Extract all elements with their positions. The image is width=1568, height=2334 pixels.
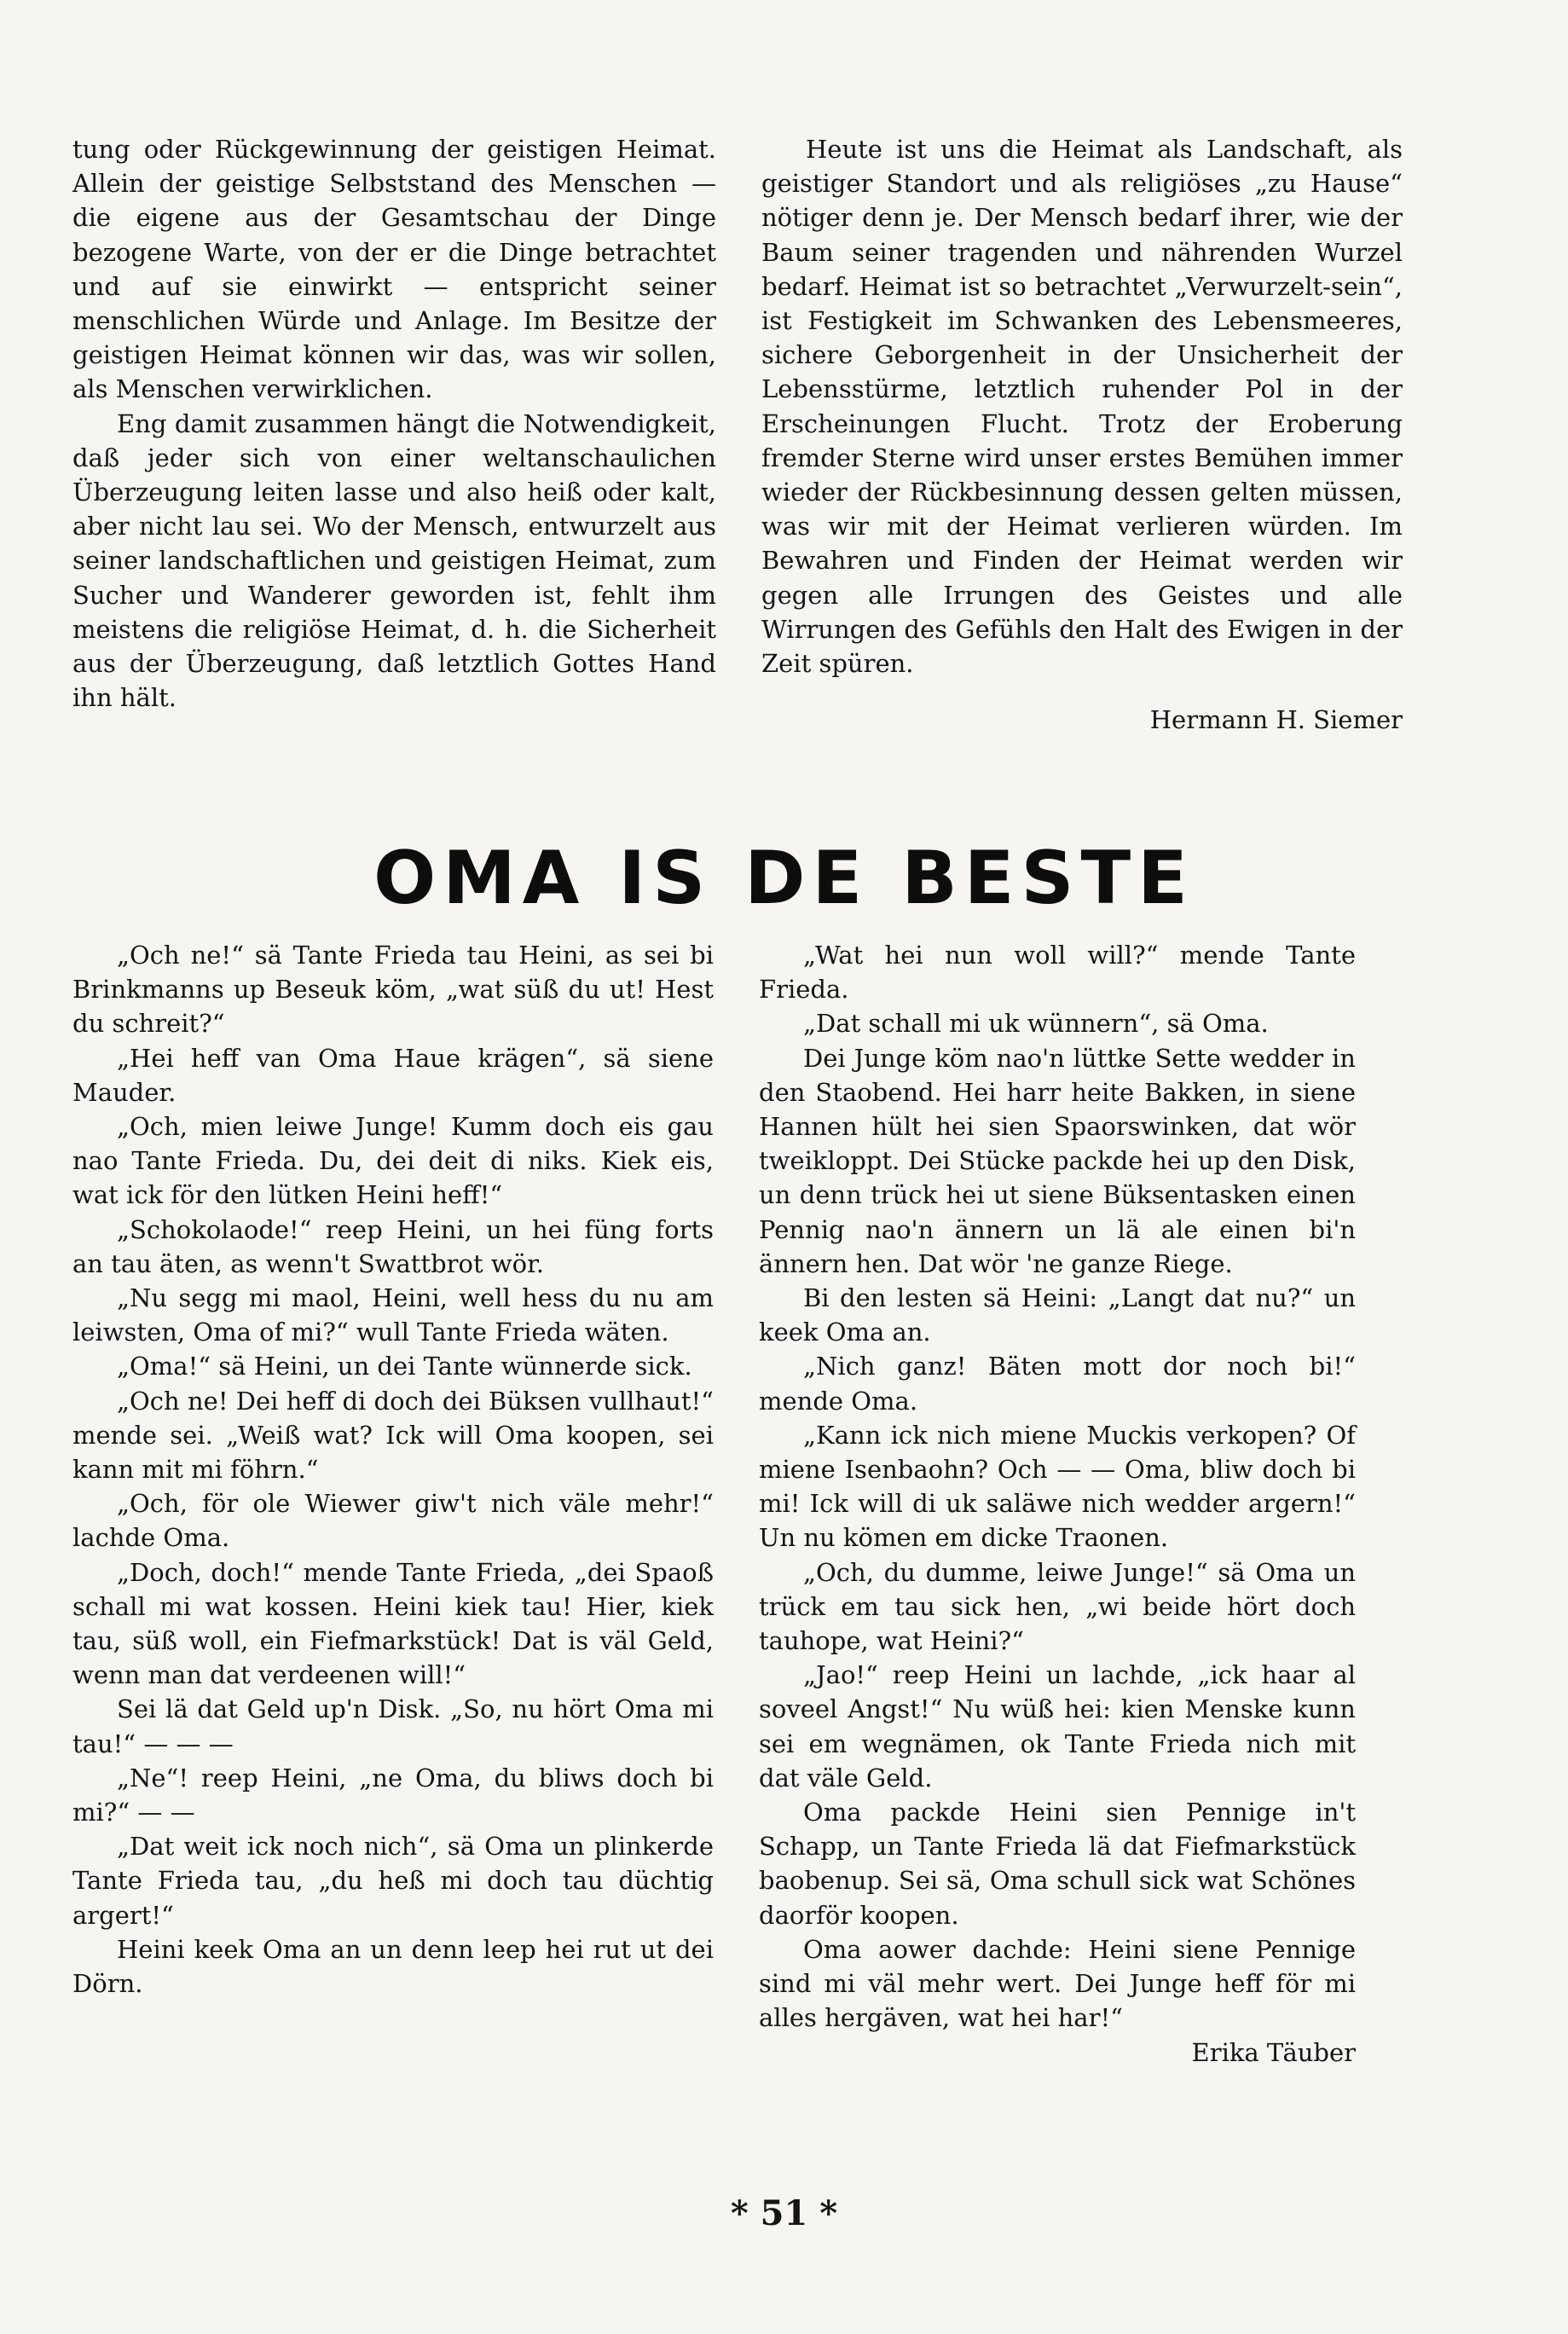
story-right-column xyxy=(759,938,1356,2070)
story-paragraph: „Schokolaode!“ reep Heini, un hei füng forts an tau äten, as wenn't Swattbrot wör. xyxy=(72,1214,714,1278)
essay-paragraph: Heute ist uns die Heimat als Landschaft, als geistiger Standort und als religiöses „zu Hause“ nötiger denn je. Der Mensch bedarf ihrer, wie der Baum seiner tragenden und nährenden Wurzel bedarf. Heimat ist so betrachtet „Verwurzelt-sein“, ist Festigkeit im Schwanken des Lebensmeeres, sichere Geborgenheit in der Unsicherheit der Lebensstürme, letztlich ruhender Pol in der Erscheinungen Flucht. Trotz der Eroberung fremder Sterne wird unser erstes Bemühen immer wieder der Rückbesinnung dessen gelten müssen, was wir mit der Heimat verlieren würden. Im Bewahren und Finden der Heimat werden wir gegen alle Irrungen des Geistes und alle Wirrungen des Gefühls den Halt des Ewigen in der Zeit spüren. xyxy=(761,135,1403,679)
story-author: Erika Täuber xyxy=(1191,2037,1356,2067)
essay-right-column xyxy=(761,132,1403,737)
story-paragraph: Oma aower dachde: Heini siene Pennige sind mi väl mehr wert. Dei Junge heff för mi alles hergäven, wat hei har!“ xyxy=(759,1934,1356,2033)
story-paragraph: „Wat hei nun woll will?“ mende Tante Frieda. xyxy=(759,941,1356,1005)
page-number: * 51 * xyxy=(730,2193,838,2233)
story-paragraph: „Och ne! Dei heff di doch dei Büksen vullhaut!“ mende sei. „Weiß wat? Ick will Oma koopen, sei kann mit mi föhrn.“ xyxy=(72,1386,714,1485)
essay-author: Hermann H. Siemer xyxy=(1149,705,1403,735)
story-paragraph: Oma packde Heini sien Pennige in't Schapp, un Tante Frieda lä dat Fiefmarkstück baobenup. Sei sä, Oma schull sick wat Schönes daorför koopen. xyxy=(759,1798,1356,1930)
story-title: OMA IS DE BESTE xyxy=(373,836,1195,921)
essay-paragraph: Eng damit zusammen hängt die Notwendigkeit, daß jeder sich von einer weltanschaulichen Überzeugung leiten lasse und also heiß oder kalt, aber nicht lau sei. Wo der Mensch, entwurzelt aus seiner landschaftlichen und geistigen Heimat, zum Sucher und Wanderer geworden ist, fehlt ihm meistens die religiöse Heimat, d. h. die Sicherheit aus der Überzeugung, daß letztlich Gottes Hand ihn hält. xyxy=(72,408,716,713)
story-paragraph: „Och, mien leiwe Junge! Kumm doch eis gau nao Tante Frieda. Du, dei deit di niks. Kiek eis, wat ick för den lütken Heini heff!“ xyxy=(72,1112,714,1210)
story-paragraph: „Och, du dumme, leiwe Junge!“ sä Oma un trück em tau sick hen, „wi beide hört doch tauhope, wat Heini?“ xyxy=(759,1557,1356,1656)
story-paragraph: „Dat schall mi uk wünnern“, sä Oma. xyxy=(803,1009,1269,1039)
essay-paragraph: tung oder Rückgewinnung der geistigen Heimat. Allein der geistige Selbststand des Menschen — die eigene aus der Gesamtschau der Dinge bezogene Warte, von der er die Dinge betrachtet und auf sie einwirkt — entspricht seiner menschlichen Würde und Anlage. Im Besitze der geistigen Heimat können wir das, was wir sollen, als Menschen verwirklichen. xyxy=(72,135,716,404)
story-paragraph: „Och, för ole Wiewer giw't nich väle mehr!“ lachde Oma. xyxy=(72,1489,714,1553)
story-paragraph: „Hei heff van Oma Haue krägen“, sä siene Mauder. xyxy=(72,1043,714,1107)
story-left-column xyxy=(72,938,714,2001)
story-paragraph: „Nich ganz! Bäten mott dor noch bi!“ mende Oma. xyxy=(759,1352,1356,1416)
story-paragraph: „Jao!“ reep Heini un lachde, „ick haar al soveel Angst!“ Nu wüß hei: kien Menske kunn sei em wegnämen, ok Tante Frieda nich mit dat väle Geld. xyxy=(759,1660,1356,1792)
story-paragraph: „Doch, doch!“ mende Tante Frieda, „dei Spaoß schall mi wat kossen. Heini kiek tau! Hier, kiek tau, süß woll, ein Fiefmarkstück! Dat is väl Geld, wenn man dat verdeenen will!“ xyxy=(72,1557,714,1690)
story-paragraph: „Och ne!“ sä Tante Frieda tau Heini, as sei bi Brinkmanns up Beseuk köm, „wat süß du ut! Hest du schreit?“ xyxy=(72,941,714,1039)
story-paragraph: „Dat weit ick noch nich“, sä Oma un plinkerde Tante Frieda tau, „du heß mi doch tau düchtig argert!“ xyxy=(72,1832,714,1930)
story-paragraph: „Kann ick nich miene Muckis verkopen? Of miene Isenbaohn? Och — — Oma, bliw doch bi mi! Ick will di uk saläwe nich wedder argern!“ Un nu kömen em dicke Traonen. xyxy=(759,1420,1356,1553)
story-paragraph: „Nu segg mi maol, Heini, well hess du nu am leiwsten, Oma of mi?“ wull Tante Frieda wäten. xyxy=(72,1283,714,1347)
story-paragraph: Dei Junge köm nao'n lüttke Sette wedder in den Staobend. Hei harr heite Bakken, in siene Hannen hült hei sien Spaorswinken, dat wör tweikloppt. Dei Stücke packde hei up den Disk, un denn trück hei ut siene Büksentasken einen Pennig nao'n ännern un lä ale einen bi'n ännern hen. Dat wör 'ne ganze Riege. xyxy=(759,1043,1356,1278)
essay-left-column xyxy=(72,132,716,715)
story-paragraph: Bi den lesten sä Heini: „Langt dat nu?“ un keek Oma an. xyxy=(759,1283,1356,1347)
story-paragraph: „Oma!“ sä Heini, un dei Tante wünnerde sick. xyxy=(117,1352,692,1381)
story-paragraph: Heini keek Oma an un denn leep hei rut ut dei Dörn. xyxy=(72,1934,714,1999)
story-paragraph: Sei lä dat Geld up'n Disk. „So, nu hört Oma mi tau!“ — — — xyxy=(72,1694,714,1758)
story-paragraph: „Ne“! reep Heini, „ne Oma, du bliws doch bi mi?“ — — xyxy=(72,1763,714,1827)
essay-section xyxy=(0,132,1568,797)
